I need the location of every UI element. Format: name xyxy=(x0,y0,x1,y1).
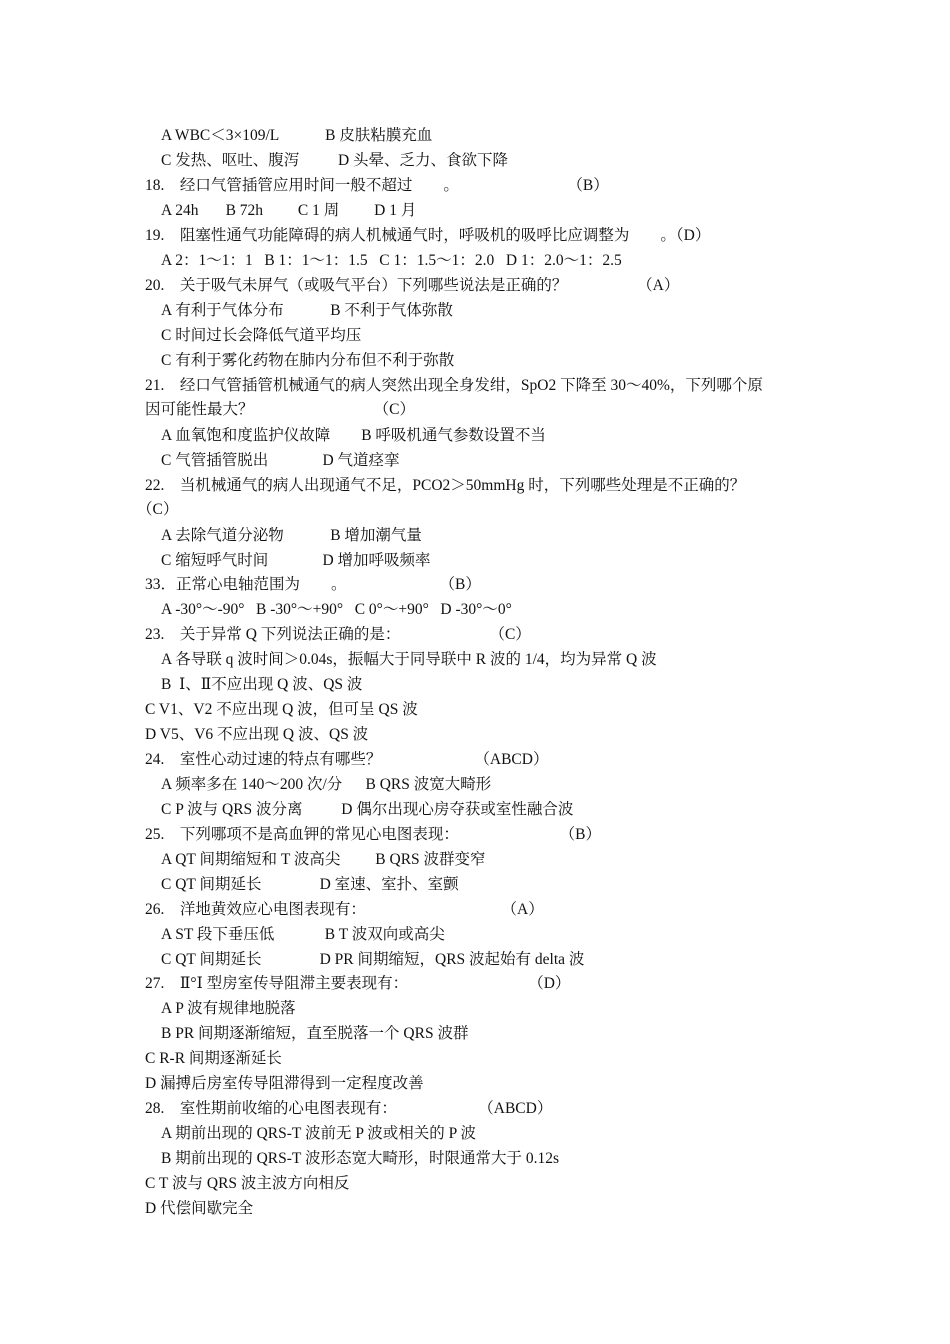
text-line: D 代偿间歇完全 xyxy=(145,1200,254,1217)
text-line: C 有利于雾化药物在肺内分布但不利于弥散 xyxy=(161,352,455,369)
text-line: A 去除气道分泌物 B 增加潮气量 xyxy=(161,527,422,544)
text-line: D V5、V6 不应出现 Q 波、QS 波 xyxy=(145,726,369,743)
text-line: D 漏搏后房室传导阻滞得到一定程度改善 xyxy=(145,1075,424,1092)
question-27: 27. Ⅱ°Ⅰ 型房室传导阻滞主要表现有： （D） xyxy=(145,975,571,992)
text-line: A QT 间期缩短和 T 波高尖 B QRS 波群变窄 xyxy=(161,851,486,868)
text-line: C V1、V2 不应出现 Q 波，但可呈 QS 波 xyxy=(145,701,418,718)
text-line: B PR 间期逐渐缩短，直至脱落一个 QRS 波群 xyxy=(161,1025,469,1042)
question-18: 18. 经口气管插管应用时间一般不超过 。 （B） xyxy=(145,177,609,194)
text-line: C QT 间期延长 D PR 间期缩短，QRS 波起始有 delta 波 xyxy=(161,951,585,968)
text-line: A 24h B 72h C 1 周 D 1 月 xyxy=(161,202,417,219)
text-line: C 气管插管脱出 D 气道痉挛 xyxy=(161,452,400,469)
question-28: 28. 室性期前收缩的心电图表现有： （ABCD） xyxy=(145,1100,553,1117)
text-line: C T 波与 QRS 波主波方向相反 xyxy=(145,1175,350,1192)
text-line: A 有利于气体分布 B 不利于气体弥散 xyxy=(161,302,453,319)
question-23: 23. 关于异常 Q 下列说法正确的是： （C） xyxy=(145,626,531,643)
text-line: A 2：1～1：1 B 1：1～1：1.5 C 1：1.5～1：2.0 D 1：2.0～1：2.5 xyxy=(161,252,622,269)
text-line: A 血氧饱和度监护仪故障 B 呼吸机通气参数设置不当 xyxy=(161,427,546,444)
question-26: 26. 洋地黄效应心电图表现有： （A） xyxy=(145,901,544,918)
text-line: C 缩短呼气时间 D 增加呼吸频率 xyxy=(161,552,431,569)
text-line: A P 波有规律地脱落 xyxy=(161,1000,296,1017)
text-line: A -30°～-90° B -30°～+90° C 0°～+90° D -30°～0° xyxy=(161,601,512,618)
text-line: A WBC＜3×109/L B 皮肤粘膜充血 xyxy=(161,127,433,144)
text-line: 因可能性最大？ （C） xyxy=(145,401,415,418)
question-20: 20. 关于吸气未屏气（或吸气平台）下列哪些说法是正确的？ （A） xyxy=(145,277,680,294)
text-line: C 时间过长会降低气道平均压 xyxy=(161,327,362,344)
question-24: 24. 室性心动过速的特点有哪些？ （ABCD） xyxy=(145,751,549,768)
question-22: 22. 当机械通气的病人出现通气不足，PCO2＞50mmHg 时，下列哪些处理是不正确的？ xyxy=(145,477,746,494)
text-line: （C） xyxy=(137,501,179,518)
text-line: B Ⅰ、Ⅱ不应出现 Q 波、QS 波 xyxy=(161,676,363,693)
text-line: A 各导联 q 波时间＞0.04s，振幅大于同导联中 R 波的 1/4，均为异常 Q 波 xyxy=(161,651,657,668)
question-33: 33．正常心电轴范围为 。 （B） xyxy=(145,576,481,593)
text-line: C QT 间期延长 D 室速、室扑、室颤 xyxy=(161,876,459,893)
text-line: A 期前出现的 QRS-T 波前无 P 波或相关的 P 波 xyxy=(161,1125,477,1142)
text-line: C 发热、呕吐、腹泻 D 头晕、乏力、食欲下降 xyxy=(161,152,509,169)
text-line: C P 波与 QRS 波分离 D 偶尔出现心房夺获或室性融合波 xyxy=(161,801,574,818)
question-21: 21. 经口气管插管机械通气的病人突然出现全身发绀，SpO2 下降至 30～40%，下列哪个原 xyxy=(145,377,763,394)
text-line: C R-R 间期逐渐延长 xyxy=(145,1050,282,1067)
question-25: 25. 下列哪项不是高血钾的常见心电图表现： （B） xyxy=(145,826,601,843)
question-19: 19. 阻塞性通气功能障碍的病人机械通气时，呼吸机的吸呼比应调整为 。（D） xyxy=(145,227,711,244)
text-line: B 期前出现的 QRS-T 波形态宽大畸形，时限通常大于 0.12s xyxy=(161,1150,559,1167)
text-line: A 频率多在 140～200 次/分 B QRS 波宽大畸形 xyxy=(161,776,492,793)
text-line: A ST 段下垂压低 B T 波双向或高尖 xyxy=(161,926,445,943)
